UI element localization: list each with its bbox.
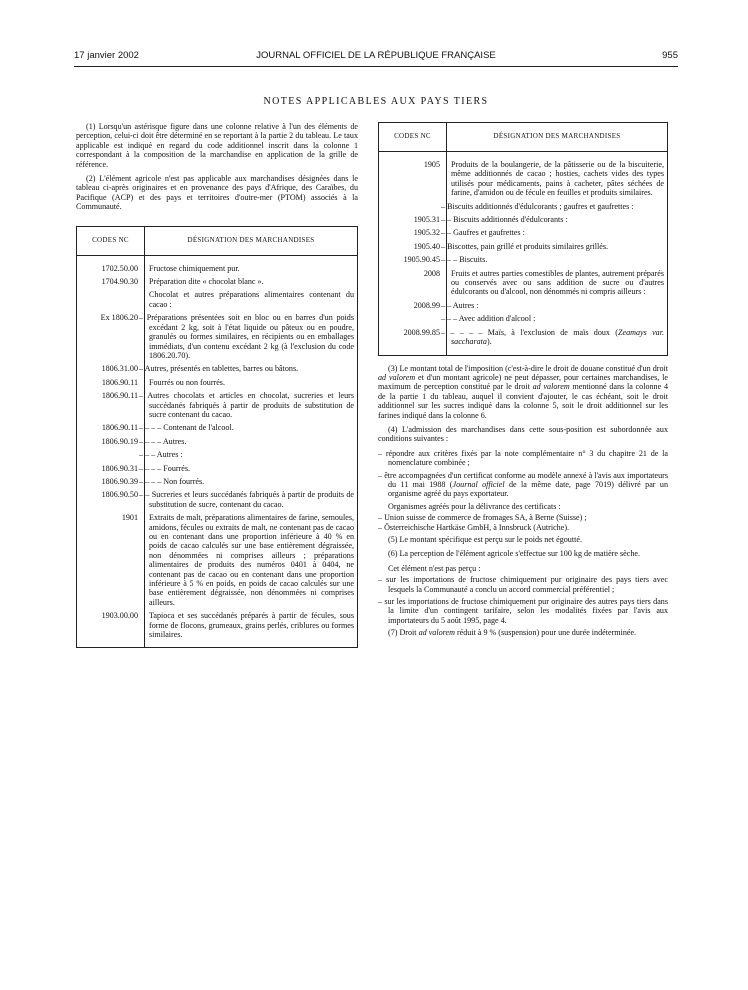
goods-designation: – – – – – Maïs, à l'exclusion de maïs doux (Zeamays var. saccharata). xyxy=(441,327,664,347)
table-row xyxy=(77,290,357,309)
left-column xyxy=(76,122,358,654)
nc-code: 1905.90.45 xyxy=(403,255,440,265)
goods-designation: – – Gaufres et gaufrettes : xyxy=(441,228,525,238)
table-body xyxy=(379,152,667,355)
table-row xyxy=(379,269,667,297)
note-4: (4) L'admission des marchandises dans cette sous-position est subordonnée aux conditions suivantes : xyxy=(378,424,668,444)
header-page-number: 955 xyxy=(662,50,678,61)
table-row xyxy=(379,328,667,347)
nc-code: 2008.99.85 xyxy=(403,327,440,337)
table-row xyxy=(77,423,357,432)
note-6-exemptions: Cet élément n'est pas perçu : xyxy=(388,563,481,573)
right-goods-table xyxy=(378,122,668,356)
table-row xyxy=(77,391,357,419)
table-row xyxy=(379,255,667,264)
header-date: 17 janvier 2002 xyxy=(74,50,139,61)
table-row xyxy=(379,202,667,211)
approved-body-1: – Union suisse de commerce de fromages SA, à Berne (Suisse) ; xyxy=(378,513,587,523)
nc-code: Ex 1806.20 xyxy=(100,313,138,323)
table-row xyxy=(77,464,357,473)
goods-designation: Tapioca et ses succédanés préparés à partir de fécules, sous forme de flocons, grumeaux, grains perlés, criblures ou formes similaires. xyxy=(149,611,354,640)
table-header xyxy=(379,123,667,152)
nc-code xyxy=(379,314,446,323)
goods-designation: – – Sucreries et leurs succédanés fabriqués à partir de produits de substitution de sucre, contenant du cacao. xyxy=(139,490,354,509)
note-4-bullet-1: – répondre aux critères fixés par la note complémentaire n° 3 du chapitre 21 de la nomenclature combinée ; xyxy=(378,448,668,468)
table-row xyxy=(77,313,357,360)
table-row xyxy=(379,314,667,323)
nc-code: 1806.90.39 xyxy=(101,476,138,486)
header-designation: DÉSIGNATION DES MARCHANDISES xyxy=(187,235,315,244)
table-row xyxy=(77,264,357,273)
nc-code: 1806.90.19 xyxy=(101,436,138,446)
goods-designation: – Autres, présentés en tablettes, barres ou bâtons. xyxy=(139,364,299,374)
approved-body-2: – Österreichische Hartkäse GmbH, à Innsbruck (Autriche). xyxy=(378,522,570,532)
table-row xyxy=(77,277,357,286)
note-7: (7) Droit ad valorem réduit à 9 % (suspension) pour une durée indéterminée. xyxy=(388,628,637,638)
table-row xyxy=(379,215,667,224)
header-designation: DÉSIGNATION DES MARCHANDISES xyxy=(493,132,621,141)
nc-code: 1806.31.00 xyxy=(101,364,138,374)
table-row xyxy=(77,437,357,446)
approved-bodies-heading: Organismes agréés pour la délivrance des certificats : xyxy=(388,501,561,511)
header-journal-title: JOURNAL OFFICIEL DE LA RÉPUBLIQUE FRANÇAISE xyxy=(256,50,496,61)
goods-designation: – – – – Fourrés. xyxy=(139,463,191,473)
table-row xyxy=(379,228,667,237)
note-6-bullet-1: – sur les importations de fructose chimiquement pur originaire des pays tiers avec lesquels la Communauté a conclu un accord commercial préférentiel ; xyxy=(378,575,668,594)
header-codes-nc: CODES NC xyxy=(77,227,145,255)
table-header xyxy=(77,227,357,256)
table-row xyxy=(77,450,357,459)
note-3: (3) Le montant total de l'imposition (c'est-à-dire le droit de douane constitué d'un droit ad valorem et d'un montant agricole) ne peut dépasser, pour certaines marchandises, le maximum de perception constitué par le droit ad valorem mentionné dans la colonne 4 de la partie 1 du tableau, auquel il convient d'ajouter, le cas échéant, soit le droit additionnel sur les sucres indiqué dans la colonne 5, soit le droit additionnel sur les farines indiqué dans la colonne 6. xyxy=(378,363,668,420)
note-6: (6) La perception de l'élément agricole s'effectue sur 100 kg de matière sèche. xyxy=(388,549,640,559)
nc-code xyxy=(77,450,144,459)
table-row xyxy=(77,490,357,509)
nc-code: 1806.90.11 xyxy=(101,377,138,387)
goods-designation: Préparation dite « chocolat blanc ». xyxy=(149,277,264,287)
table-row xyxy=(77,513,357,607)
nc-code: 2008.99 xyxy=(413,300,440,310)
left-goods-table xyxy=(76,226,358,649)
table-row xyxy=(77,477,357,486)
goods-designation: – – – – Non fourrés. xyxy=(139,476,205,486)
nc-code xyxy=(77,290,144,309)
goods-designation: – – – – Contenant de l'alcool. xyxy=(139,423,234,433)
goods-designation: – – Biscuits additionnés d'édulcorants : xyxy=(441,215,568,225)
nc-code: 1905 xyxy=(423,160,440,169)
nc-code: 1905.31 xyxy=(413,215,440,225)
goods-designation: Chocolat et autres préparations alimentaires contenant du cacao : xyxy=(149,290,354,309)
nc-code xyxy=(379,202,446,211)
goods-designation: Produits de la boulangerie, de la pâtisserie ou de la biscuiterie, même additionnés de cacao ; hosties, cachets vides des types utilisés pour médicaments, pains à cacheter, pâtes séchées de farine, d'amidon ou de fécule en feuilles et produits similaires. xyxy=(451,160,664,198)
goods-designation: – Autres chocolats et articles en chocolat, sucreries et leurs succédanés fabriqués à partir de produits de substitution de sucre contenant du cacao. xyxy=(139,391,354,419)
table-row xyxy=(379,301,667,310)
note-2: (2) L'élément agricole n'est pas applicable aux marchandises désignées dans le tableau ci-après originaires et en provenance des pays d'Afrique, des Caraïbes, du Pacifique (ACP) et des pays et territoires d'outre-mer (PTOM) associés à la Communauté. xyxy=(76,174,358,212)
nc-code: 1702.50.00 xyxy=(101,263,138,273)
nc-code: 1905.40 xyxy=(413,241,440,251)
goods-designation: Extraits de malt, préparations alimentaires de farine, semoules, amidons, fécules ou extraits de malt, ne contenant pas de cacao ou en contenant dans une proportion inférieure à 40 % en poids de cacao calculés sur une base entièrement dégraissée, non dénommées ni comprises ailleurs ; préparations alimentaires de produits des numéros 0401 à 0404, ne contenant pas de cacao ou en contenant dans une proportion inférieure à 5 % en poids, en poids de cacao calculés sur une base entièrement dégraissée, non dénommées ni comprises ailleurs. xyxy=(149,513,354,607)
note-4-bullet-2: – être accompagnées d'un certificat conforme au modèle annexé à l'avis aux importateurs du 11 mai 1988 (Journal officiel de la même date, page 7019) délivré par un organisme agréé du pays exportateur. xyxy=(378,470,668,499)
nc-code: 1806.90.11 xyxy=(101,423,138,433)
goods-designation: – – – Autres : xyxy=(139,450,183,460)
goods-designation: Fourrés ou non fourrés. xyxy=(149,377,225,387)
nc-code: 1704.90.30 xyxy=(101,277,138,287)
note-1: (1) Lorsqu'un astérisque figure dans une colonne relative à l'un des éléments de perception, celui-ci doit être déterminé en se reportant à la partie 2 du tableau. Le taux applicable est indiqué en regard du code additionnel inscrit dans la colonne 1 correspondant à la composition de la marchandise en application de la grille de référence. xyxy=(76,122,358,169)
right-column xyxy=(378,122,668,643)
note-6-bullet-2: – sur les importations de fructose chimiquement pur originaire des autres pays tiers dans la limite d'un contingent tarifaire, selon les modalités fixées par l'avis aux importateurs du 5 août 1995, page 4. xyxy=(378,597,668,625)
table-row xyxy=(77,378,357,387)
goods-designation: – – – Biscuits. xyxy=(441,255,488,265)
goods-designation: – – Autres : xyxy=(441,300,479,310)
table-row xyxy=(379,242,667,251)
goods-designation: – – – – Autres. xyxy=(139,436,187,446)
header-codes-nc: CODES NC xyxy=(379,123,447,151)
nc-code: 1901 xyxy=(121,513,138,523)
header-rule xyxy=(74,66,678,67)
goods-designation: – – – Avec addition d'alcool : xyxy=(441,314,536,324)
table-row xyxy=(379,160,667,198)
table-row xyxy=(77,364,357,373)
goods-designation: – Biscuits additionnés d'édulcorants ; gaufres et gaufrettes : xyxy=(441,201,634,211)
nc-code: 1905.32 xyxy=(413,228,440,238)
goods-designation: – Préparations présentées soit en bloc ou en barres d'un poids excédant 2 kg, soit à l'état liquide ou pâteux ou en poudre, granulés ou formes similaires, en récipients ou en emballages immédiats, d'un contenu excédant 2 kg (à l'exclusion du code 1806.20.70). xyxy=(139,313,354,360)
nc-code: 1903.00.00 xyxy=(101,611,138,621)
nc-code: 1806.90.50 xyxy=(101,490,138,500)
page-header xyxy=(74,50,678,64)
table-body xyxy=(77,256,357,648)
nc-code: 2008 xyxy=(423,268,440,278)
goods-designation: Fructose chimiquement pur. xyxy=(149,263,240,273)
goods-designation: Fruits et autres parties comestibles de plantes, autrement préparés ou conservés avec ou sans addition de sucre ou d'autres édulcorants ou d'alcool, non dénommés ni compris ailleurs : xyxy=(451,268,664,297)
table-row xyxy=(77,611,357,639)
nc-code: 1806.90.31 xyxy=(101,463,138,473)
page-title: NOTES APPLICABLES AUX PAYS TIERS xyxy=(263,96,489,107)
goods-designation: – Biscottes, pain grillé et produits similaires grillés. xyxy=(441,241,609,251)
nc-code: 1806.90.11 xyxy=(101,391,138,401)
note-5: (5) Le montant spécifique est perçu sur le poids net égoutté. xyxy=(388,535,582,544)
